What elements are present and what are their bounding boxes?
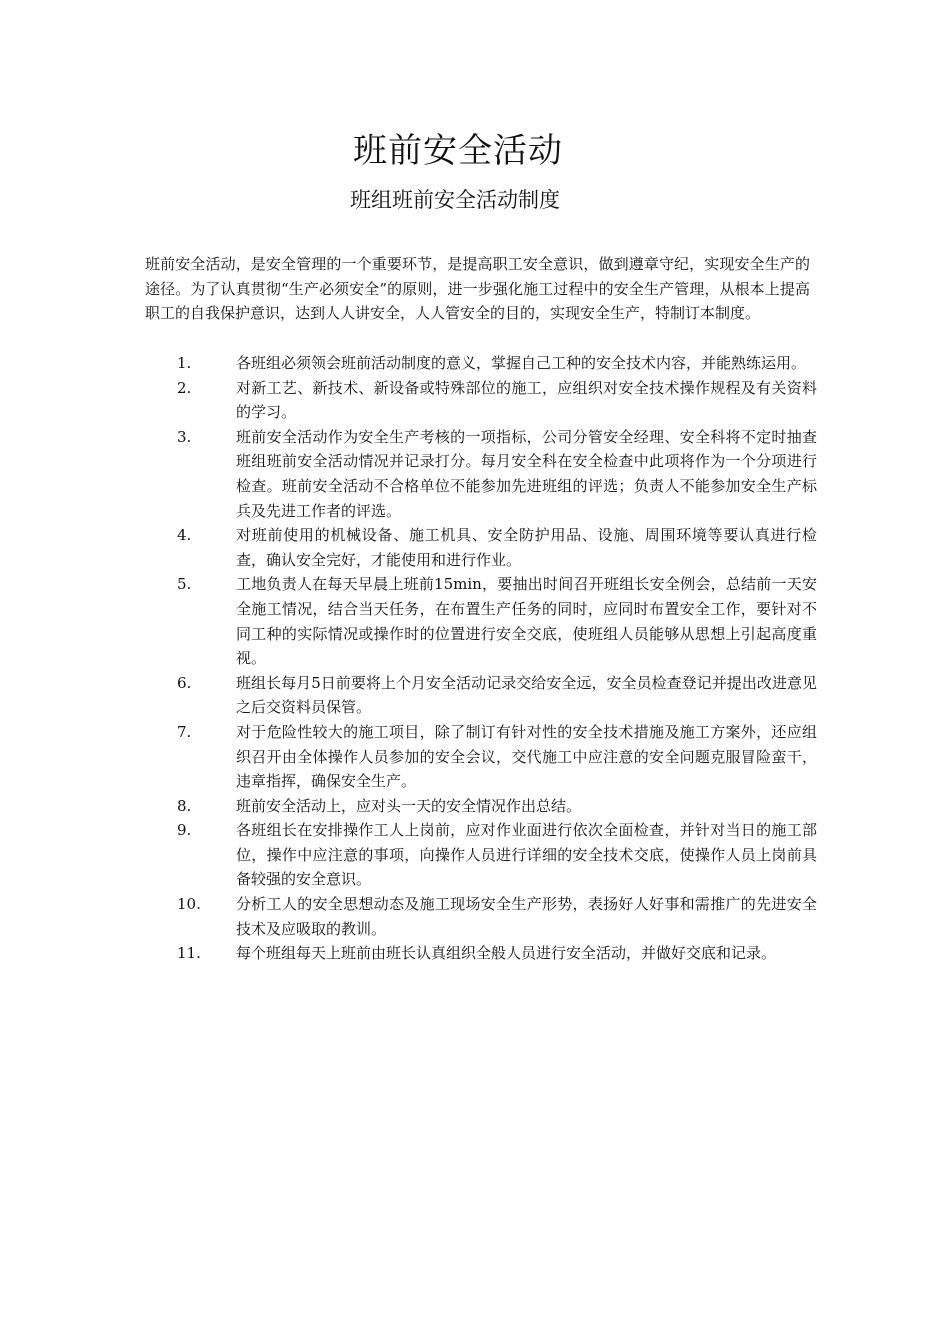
item-number: 4.	[177, 526, 192, 545]
list-item	[145, 941, 817, 966]
item-number: 7.	[177, 722, 192, 741]
item-text: 对新工艺、新技术、新设备或特殊部位的施工，应组织对安全技术操作规程及有关资料的学习。	[236, 378, 817, 422]
item-text: 对班前使用的机械设备、施工机具、安全防护用品、设施、周围环境等要认真进行检查，确认安全完好，才能使用和进行作业。	[236, 526, 817, 569]
list-item	[145, 720, 817, 794]
item-text: 分析工人的安全思想动态及施工现场安全生产形势，表扬好人好事和需推广的先进安全技术及应吸取的教训。	[236, 895, 817, 938]
item-text: 对于危险性较大的施工项目，除了制订有针对性的安全技术措施及施工方案外，还应组织召开由全体操作人员参加的安全会议，交代施工中应注意的安全问题克服冒险蛮干，违章指挥，确保安全生产。	[236, 722, 817, 791]
list-item	[145, 818, 817, 892]
item-text: 各班组长在安排操作工人上岗前，应对作业面进行依次全面检查，并针对当日的施工部位，操作中应注意的事项，向操作人员进行详细的安全技术交底，使操作人员上岗前具备较强的安全意识。	[236, 821, 817, 889]
item-number: 8.	[177, 796, 192, 815]
list-item	[145, 351, 817, 376]
list-item	[145, 794, 817, 819]
item-text: 工地负责人在每天早晨上班前15min，要抽出时间召开班组长安全例会，总结前一天安全施工情况，结合当天任务，在布置生产任务的同时，应同时布置安全工作，要针对不同工种的实际情况或操作时的位置进行安全交底，使班组人员能够从思想上引起高度重视。	[236, 575, 817, 668]
item-text: 班前安全活动作为安全生产考核的一项指标，公司分管安全经理、安全科将不定时抽查班组班前安全活动情况并记录打分。每月安全科在安全检查中此项将作为一个分项进行检查。班前安全活动不合格单位不能参加先进班组的评选；负责人不能参加安全生产标兵及先进工作者的评选。	[236, 427, 817, 520]
item-text: 各班组必须领会班前活动制度的意义，掌握自己工种的安全技术内容，并能熟练运用。	[236, 354, 807, 372]
item-number: 10.	[177, 895, 201, 914]
rules-list	[145, 351, 817, 966]
list-item	[145, 523, 817, 572]
document-title: 班前安全活动	[353, 131, 563, 171]
item-text: 班前安全活动上，应对头一天的安全情况作出总结。	[236, 796, 582, 815]
intro-paragraph: 班前安全活动，是安全管理的一个重要环节，是提高职工安全意识，做到遵章守纪，实现安全生产的途径。为了认真贯彻“生产必须安全”的原则，进一步强化施工过程中的安全生产管理，从根本上提高职工的自我保护意识，达到人人讲安全，人人管安全的目的，实现安全生产，特制订本制度。	[145, 255, 810, 323]
document-subtitle: 班组班前安全活动制度	[350, 188, 560, 212]
item-text: 每个班组每天上班前由班长认真组织全般人员进行安全活动，并做好交底和记录。	[236, 944, 777, 963]
list-item	[145, 671, 817, 720]
item-number: 1.	[177, 354, 192, 372]
list-item	[145, 892, 817, 941]
item-number: 11.	[177, 944, 201, 963]
item-number: 3.	[177, 427, 192, 446]
item-number: 2.	[177, 378, 192, 397]
item-number: 6.	[177, 673, 192, 692]
list-item	[145, 425, 817, 523]
item-number: 5.	[177, 575, 192, 594]
list-item	[145, 376, 817, 425]
list-item	[145, 572, 817, 670]
item-text: 班组长每月5日前要将上个月安全活动记录交给安全远，安全员检查登记并提出改进意见之后交资料员保管。	[236, 673, 817, 717]
item-number: 9.	[177, 821, 192, 840]
